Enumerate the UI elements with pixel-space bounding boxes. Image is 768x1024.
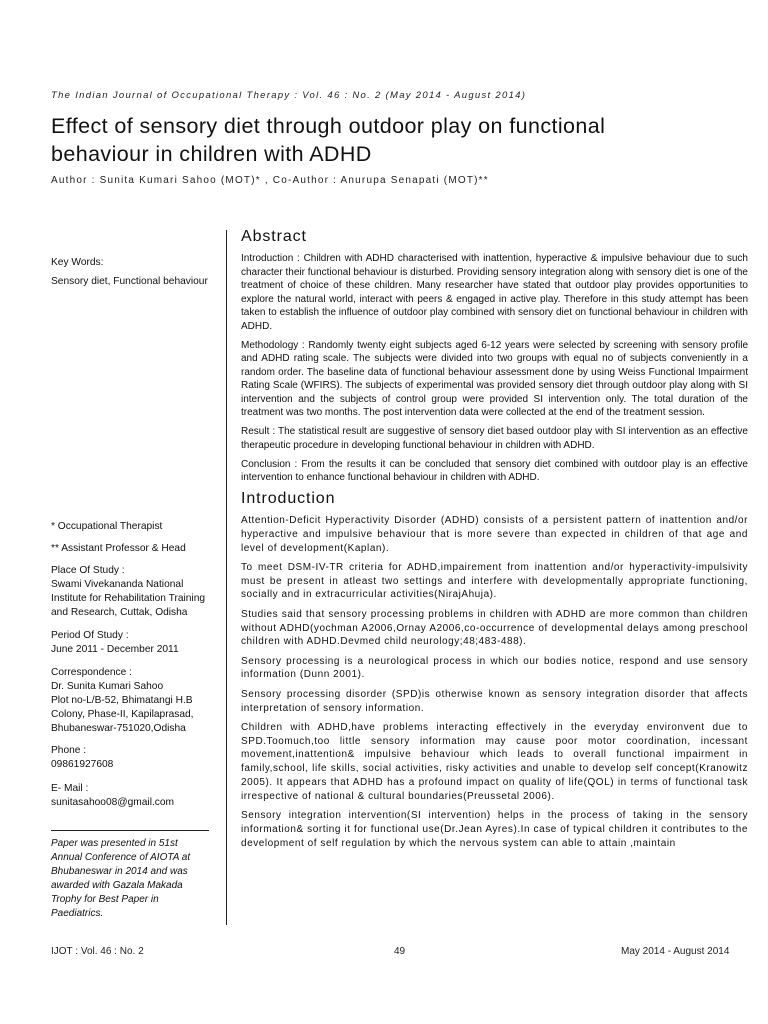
phone-block [51, 744, 219, 772]
presentation-note [51, 837, 211, 921]
authors-line: Author : Sunita Kumari Sahoo (MOT)* , Co-Author : Anurupa Senapati (MOT)** [51, 175, 489, 186]
presentation-note-text: Paper was presented in 51st Annual Conference of AIOTA at Bhubaneswar in 2014 and was awarded with Gazala Makada Trophy for Best Paper in Paediatrics. [51, 838, 191, 919]
period-label: Period Of Study : [51, 630, 129, 641]
keywords-block [51, 256, 219, 289]
paper-title [51, 112, 741, 168]
page-number: 49 [394, 946, 406, 957]
abstract-heading: Abstract [241, 228, 307, 245]
title-line-2: behaviour in children with ADHD [51, 142, 372, 166]
footnote-assistant-professor: ** Assistant Professor & Head [51, 543, 186, 554]
correspondence-line: Colony, Phase-II, Kapilaprasad, [51, 709, 194, 720]
intro-paragraph: Studies said that sensory processing problems in children with ADHD are more common than children without ADHD(yochman A2006,Ornay A2006,co-occurrence of developmental delays among preschool children with ADHD.Devmed child neurology;48;483-488). [241, 608, 748, 648]
footer-date: May 2014 - August 2014 [621, 946, 730, 957]
place-label: Place Of Study : [51, 565, 125, 576]
intro-paragraph: Attention-Deficit Hyperactivity Disorder (ADHD) consists of a persistent pattern of inattention and/or hyperactive and impulsive behaviour that is more severe than expected in children of that age and level of development(Kaplan). [241, 515, 748, 554]
period-value: June 2011 - December 2011 [51, 644, 179, 655]
title-line-1: Effect of sensory diet through outdoor play on functional [51, 114, 606, 138]
introduction-heading: Introduction [241, 490, 336, 507]
phone-number: 09861927608 [51, 759, 114, 770]
main-column [241, 228, 748, 856]
footnote-occupational-therapist: * Occupational Therapist [51, 521, 163, 532]
phone-label: Phone : [51, 745, 87, 756]
abstract-conclusion: Conclusion : From the results it can be concluded that sensory diet combined with outdoor play is an effective intervention to enhance functional behaviour in children with ADHD. [241, 458, 748, 483]
journal-header: The Indian Journal of Occupational Therapy : Vol. 46 : No. 2 (May 2014 - August 2014) [51, 90, 527, 101]
intro-paragraph: Sensory processing is a neurological process in which our bodies notice, respond and use sensory information (Dunn 2001). [241, 655, 748, 681]
intro-paragraph: To meet DSM-IV-TR criteria for ADHD,impairement from inattention and/or hyperactivity-impulsivity must be present in atleast two settings and interfere with developmentally appropriate functioning, socially and in extracurricular activities(NirajAhuja). [241, 561, 748, 601]
intro-paragraph: Children with ADHD,have problems interacting effectively in the everyday environvent due to SPD.Toomuch,too little sensory information may cause poor motor coordination, incessant movement,inattention& impulsive behaviour which leads to overall functional impairment in family,school, life skills, social activities, risky activities and unable to develop self concept(Kranowitz 2005). It appears that ADHD has a profound impact on quality of life(QOL) in terms of functional task irrespective of national & cultural boundaries(Preussetal 2006). [241, 721, 748, 802]
correspondence-line: Plot no-L/B-52, Bhimatangi H.B [51, 695, 193, 706]
correspondence-line: Dr. Sunita Kumari Sahoo [51, 681, 164, 692]
correspondence [51, 666, 219, 736]
correspondence-line: Bhubaneswar-751020,Odisha [51, 723, 186, 734]
place-line: and Research, Cuttak, Odisha [51, 607, 188, 618]
email-block [51, 782, 219, 810]
keywords-label: Key Words: [51, 257, 104, 268]
sidebar-divider [51, 830, 209, 831]
abstract-methodology: Methodology : Randomly twenty eight subjects aged 6-12 years were selected by screening with sensory profile and ADHD rating scale. The subjects were divided into two groups with equal no of subjects conveniently in a random order. The baseline data of functional behaviour assessment done by using Weiss Functional Impairment Rating Scale (WFIRS). The subjects of experimental was provided sensory diet through outdoor play along with SI intervention and the subjects of control group were provided SI intervention only. The total duration of the treatment was two months. The post intervention data were collected at the end of the treatment session. [241, 339, 748, 418]
keywords: Sensory diet, Functional behaviour [51, 276, 208, 287]
footer-journal: IJOT : Vol. 46 : No. 2 [51, 946, 144, 957]
email-label: E- Mail : [51, 783, 89, 794]
abstract-result: Result : The statistical result are suggestive of sensory diet based outdoor play with SI intervention as an effective therapeutic procedure in developing functional behaviour in children with ADHD. [241, 426, 748, 451]
abstract-introduction: Introduction : Children with ADHD characterised with inattention, hyperactive & impulsive behaviour due to such character their functional behaviour is disturbed. Providing sensory integration along with sensory diet is one of the treatment of choice of these children. Many researcher have stated that outdoor play provides opportunities to explore the natural world, interact with peers & engaged in active play. Therefore in this study attempt has been taken to establish the influence of outdoor play combined with sensory diet on functional behaviour in children with ADHD. [241, 253, 748, 332]
intro-paragraph: Sensory processing disorder (SPD)is otherwise known as sensory integration disorder that affects interpretation of sensory information. [241, 688, 748, 714]
place-line: Institute for Rehabilitation Training [51, 593, 206, 604]
period-of-study [51, 629, 219, 657]
column-divider [226, 230, 227, 925]
footnotes-block [51, 520, 219, 556]
email-address: sunitasahoo08@gmail.com [51, 797, 175, 808]
correspondence-label: Correspondence : [51, 667, 132, 678]
intro-paragraph: Sensory integration intervention(SI intervention) helps in the process of taking in the sensory information& sorting it for functional use(Dr.Jean Ayres).In case of typical children it contributes to the development of self regulation by which the nervous system can able to attain ,maintain [241, 810, 748, 849]
place-of-study [51, 564, 219, 620]
place-line: Swami Vivekananda National [51, 579, 184, 590]
